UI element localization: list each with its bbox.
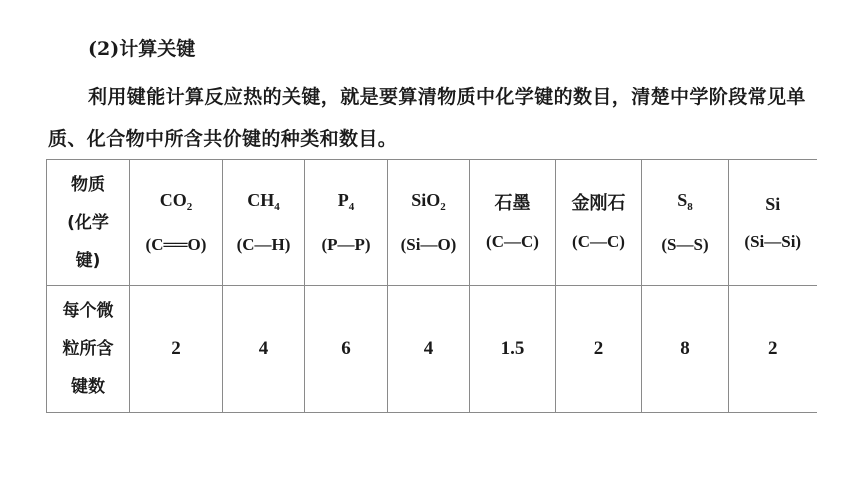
- substance-cell: [223, 160, 305, 286]
- bond-count-row: [47, 286, 817, 413]
- bond-type: (C—H): [236, 235, 291, 254]
- bond-count-cell: 4: [388, 286, 470, 413]
- substance-cell: [388, 160, 470, 286]
- row-header-line: (化学: [67, 212, 109, 233]
- substance-cell: [130, 160, 223, 286]
- bond-type: (Si—O): [400, 235, 457, 254]
- row-header-line: 粒所含: [62, 339, 114, 359]
- substance-row: [47, 160, 817, 286]
- bond-type: (C══O): [145, 235, 207, 254]
- row-header-line: 键数: [71, 377, 105, 397]
- row-header-substance: [47, 160, 130, 286]
- row-header-line: 物质: [71, 174, 105, 195]
- intro-paragraph: 利用键能计算反应热的关键，就是要算清物质中化学键的数目，清楚中学阶段常见单质、化合物中所含共价键的种类和数目。: [48, 86, 806, 150]
- bond-count-cell: 1.5: [470, 286, 556, 413]
- formula: 石墨: [494, 192, 531, 214]
- section-heading: (2)计算关键: [88, 38, 196, 60]
- bond-count-cell: 4: [223, 286, 305, 413]
- bond-count-cell: 2: [729, 286, 817, 413]
- bond-type: (Si—Si): [744, 231, 802, 251]
- formula: Si: [765, 193, 781, 214]
- row-header-line: 键): [75, 250, 101, 271]
- bond-type: (C—C): [572, 231, 625, 251]
- substance-cell: [642, 160, 729, 286]
- formula: $P_4$: [337, 190, 355, 213]
- formula: 金刚石: [571, 192, 626, 214]
- formula: SiO$_2$: [411, 190, 446, 213]
- formula: $S_8$: [677, 190, 693, 213]
- bond-count-cell: 8: [642, 286, 729, 413]
- substance-cell: [305, 160, 388, 286]
- bond-count-cell: 6: [305, 286, 388, 413]
- bond-count-cell: 2: [130, 286, 223, 413]
- formula: $CO_2$: [159, 190, 193, 213]
- bond-type: (P—P): [321, 235, 371, 254]
- bond-type: (S—S): [661, 235, 709, 254]
- row-header-line: 每个微: [62, 301, 114, 321]
- bond-count-table: [46, 159, 817, 413]
- bond-count-cell: 2: [556, 286, 642, 413]
- bond-type: (C—C): [486, 231, 539, 251]
- row-header-count: [47, 286, 130, 413]
- substance-cell: [729, 160, 817, 286]
- formula: $CH_4$: [247, 190, 280, 213]
- substance-cell: [556, 160, 642, 286]
- substance-cell: [470, 160, 556, 286]
